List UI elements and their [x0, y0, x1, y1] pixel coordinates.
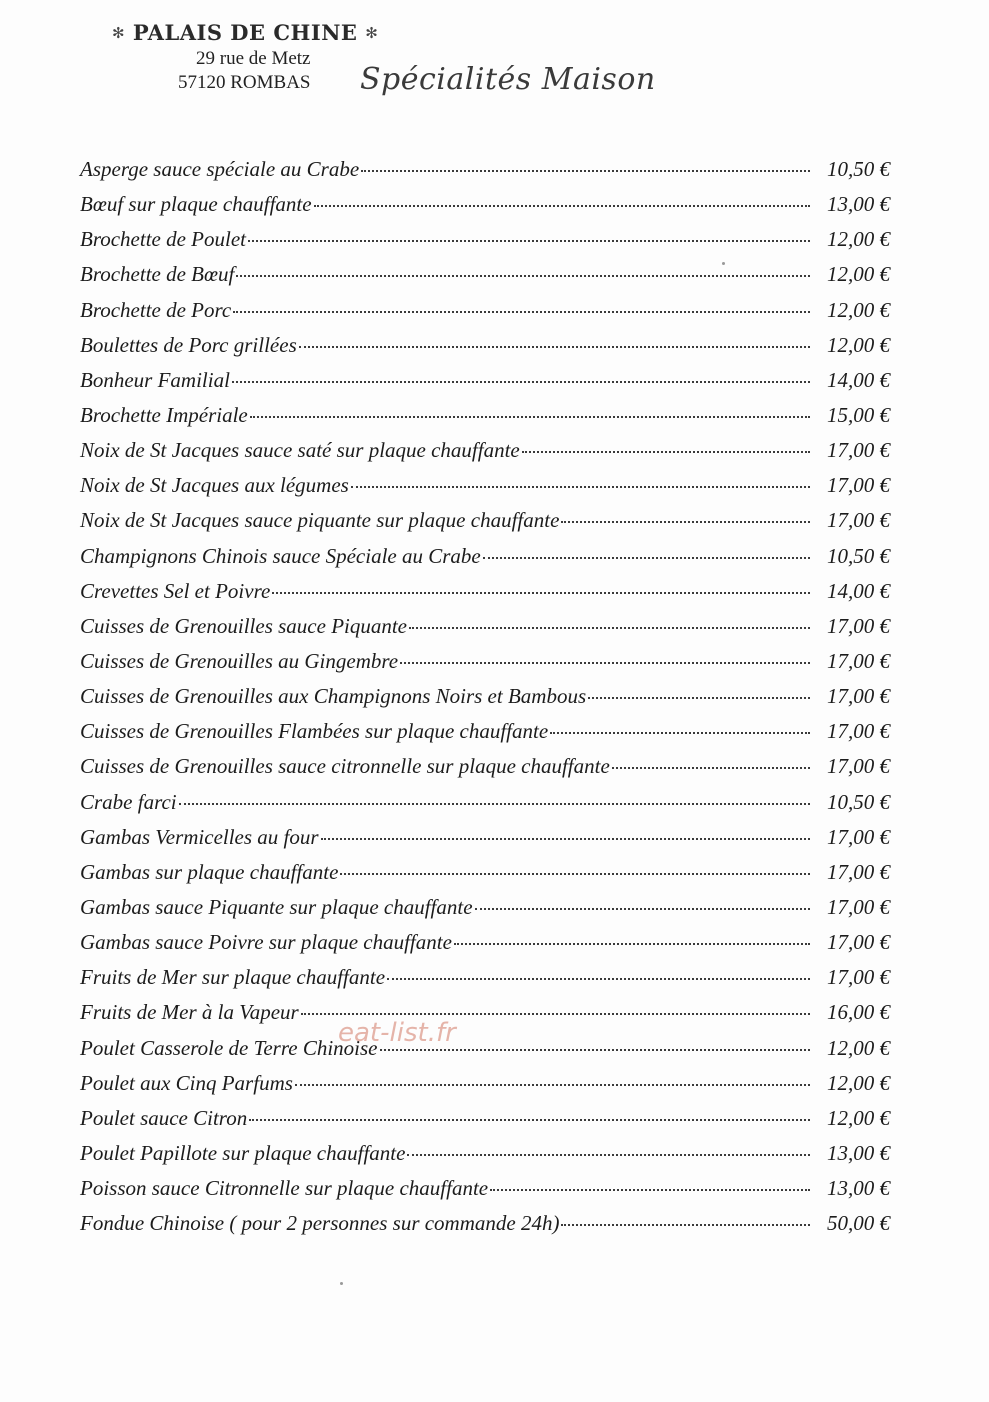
- menu-item: [80, 579, 890, 614]
- menu-item-price: 14,00 €: [827, 578, 890, 603]
- menu-item-price: 17,00 €: [827, 965, 890, 990]
- menu-item: [80, 719, 890, 754]
- menu-item-price: 10,50 €: [827, 157, 890, 181]
- menu-item: [80, 965, 890, 1000]
- menu-item-name: Cuisses de Grenouilles sauce Piquante: [80, 613, 408, 638]
- menu-item: [80, 1036, 890, 1071]
- menu-item-price: 17,00 €: [827, 719, 890, 744]
- menu-item-price: 17,00 €: [827, 648, 890, 673]
- menu-item-price: 13,00 €: [827, 1140, 890, 1165]
- menu-item: [80, 1211, 890, 1246]
- menu-item: [80, 262, 890, 297]
- dotted-leader: [321, 838, 810, 840]
- dotted-leader: [561, 1224, 810, 1226]
- menu-item-price: 17,00 €: [827, 754, 890, 779]
- menu-item-price: 12,00 €: [827, 332, 890, 357]
- menu-item-price: 17,00 €: [827, 684, 890, 709]
- scan-speck: [722, 262, 725, 265]
- dotted-leader: [301, 1013, 810, 1015]
- dotted-leader: [409, 627, 810, 629]
- menu-item-name: Brochette de Poulet: [80, 227, 246, 252]
- dotted-leader: [612, 767, 810, 769]
- menu-item: [80, 192, 890, 227]
- menu-item-name: Fruits de Mer à la Vapeur: [80, 1000, 299, 1025]
- menu-item-name: Noix de St Jacques aux légumes: [80, 473, 349, 498]
- menu-item: [80, 403, 890, 438]
- menu-item-price: 12,00 €: [827, 227, 890, 252]
- restaurant-name-line: [112, 20, 378, 45]
- menu-item: [80, 1000, 890, 1035]
- dotted-leader: [299, 346, 810, 348]
- menu-item-name: Poulet Papillote sur plaque chauffante: [80, 1140, 406, 1165]
- menu-item: [80, 508, 890, 543]
- menu-item-price: 12,00 €: [827, 1105, 890, 1130]
- menu-item-price: 17,00 €: [827, 473, 890, 498]
- dotted-leader: [249, 1119, 810, 1121]
- menu-item: [80, 157, 890, 192]
- menu-item-price: 12,00 €: [827, 262, 890, 287]
- menu-item: [80, 1141, 890, 1176]
- menu-item: [80, 1071, 890, 1106]
- dotted-leader: [232, 381, 810, 383]
- dotted-leader: [250, 416, 810, 418]
- dotted-leader: [361, 170, 810, 172]
- menu-item-name: Cuisses de Grenouilles aux Champignons Noirs et Bambous: [80, 684, 587, 709]
- menu-item: [80, 614, 890, 649]
- dotted-leader: [550, 732, 810, 734]
- menu-item-price: 15,00 €: [827, 402, 890, 427]
- watermark: eat-list.fr: [338, 1018, 456, 1048]
- menu-item-name: Cuisses de Grenouilles au Gingembre: [80, 648, 399, 673]
- dotted-leader: [179, 803, 810, 805]
- menu-item-name: Crabe farci: [80, 789, 177, 814]
- restaurant-name: PALAIS DE CHINE: [132, 20, 358, 45]
- menu-item-price: 10,50 €: [827, 543, 890, 568]
- menu-item-name: Cuisses de Grenouilles Flambées sur plaque chauffante: [80, 719, 549, 744]
- dotted-leader: [380, 1049, 811, 1051]
- dotted-leader: [407, 1154, 810, 1156]
- menu-item: [80, 1176, 890, 1211]
- menu-item-price: 10,50 €: [827, 789, 890, 814]
- dotted-leader: [314, 205, 810, 207]
- menu-item-price: 13,00 €: [827, 192, 890, 217]
- menu-item-name: Champignons Chinois sauce Spéciale au Crabe: [80, 543, 481, 568]
- dotted-leader: [561, 521, 810, 523]
- menu-item-price: 17,00 €: [827, 508, 890, 533]
- menu-item: [80, 1106, 890, 1141]
- dotted-leader: [272, 592, 810, 594]
- menu-item-name: Bonheur Familial: [80, 367, 230, 392]
- dotted-leader: [340, 873, 810, 875]
- dotted-leader: [248, 240, 810, 242]
- menu-item-name: Gambas sauce Poivre sur plaque chauffante: [80, 930, 452, 955]
- menu-item: [80, 825, 890, 860]
- menu-item-name: Poulet aux Cinq Parfums: [80, 1070, 293, 1095]
- menu-item: [80, 860, 890, 895]
- menu-item-name: Crevettes Sel et Poivre: [80, 578, 271, 603]
- menu-item: [80, 473, 890, 508]
- menu-item-name: Poulet sauce Citron: [80, 1105, 248, 1130]
- menu-item: [80, 649, 890, 684]
- menu-item-price: 14,00 €: [827, 367, 890, 392]
- dotted-leader: [490, 1189, 810, 1191]
- menu-item: [80, 227, 890, 262]
- menu-item-price: 17,00 €: [827, 438, 890, 463]
- dotted-leader: [233, 311, 810, 313]
- star-ornament-icon: ✻: [112, 24, 126, 42]
- menu-item-name: Noix de St Jacques sauce saté sur plaque chauffante: [80, 438, 520, 463]
- menu-header: [112, 18, 672, 108]
- menu-item-name: Brochette Impériale: [80, 402, 248, 427]
- dotted-leader: [400, 662, 810, 664]
- menu-item-name: Poulet Casserole de Terre Chinoise: [80, 1035, 378, 1060]
- dotted-leader: [387, 978, 810, 980]
- address-street: 29 rue de Metz: [196, 48, 311, 69]
- menu-item-price: 12,00 €: [827, 1035, 890, 1060]
- menu-item: [80, 368, 890, 403]
- menu-item-name: Gambas sur plaque chauffante: [80, 859, 339, 884]
- star-ornament-icon: ✻: [365, 24, 379, 42]
- menu-item: [80, 333, 890, 368]
- menu-item-name: Cuisses de Grenouilles sauce citronnelle sur plaque chauffante: [80, 754, 610, 779]
- menu-item-name: Gambas Vermicelles au four: [80, 824, 319, 849]
- menu-item-price: 17,00 €: [827, 824, 890, 849]
- dotted-leader: [522, 451, 810, 453]
- scan-speck: [340, 1282, 343, 1285]
- dotted-leader: [475, 908, 810, 910]
- menu-item: [80, 544, 890, 579]
- menu-item: [80, 930, 890, 965]
- dotted-leader: [236, 275, 810, 277]
- dotted-leader: [351, 486, 810, 488]
- menu-item-price: 13,00 €: [827, 1176, 890, 1201]
- dotted-leader: [483, 557, 810, 559]
- menu-item: [80, 895, 890, 930]
- menu-item-price: 17,00 €: [827, 930, 890, 955]
- dotted-leader: [454, 943, 810, 945]
- menu-item-name: Poisson sauce Citronnelle sur plaque chauffante: [80, 1176, 489, 1201]
- menu-item-price: 12,00 €: [827, 1070, 890, 1095]
- menu-item-name: Boulettes de Porc grillées: [80, 332, 297, 357]
- address-city: 57120 ROMBAS: [178, 72, 311, 93]
- dotted-leader: [295, 1084, 810, 1086]
- menu-list: [80, 157, 890, 1246]
- menu-item-name: Brochette de Bœuf: [80, 262, 235, 287]
- menu-item-name: Bœuf sur plaque chauffante: [80, 192, 312, 217]
- menu-item: [80, 438, 890, 473]
- menu-item-name: Fondue Chinoise ( pour 2 personnes sur commande 24h): [80, 1211, 560, 1236]
- menu-item-name: Noix de St Jacques sauce piquante sur plaque chauffante: [80, 508, 560, 533]
- menu-item-price: 17,00 €: [827, 894, 890, 919]
- menu-item-name: Gambas sauce Piquante sur plaque chauffante: [80, 894, 473, 919]
- dotted-leader: [588, 697, 810, 699]
- menu-item-price: 17,00 €: [827, 859, 890, 884]
- menu-item: [80, 298, 890, 333]
- menu-item-price: 50,00 €: [827, 1211, 890, 1236]
- menu-item-price: 12,00 €: [827, 297, 890, 322]
- menu-item-name: Asperge sauce spéciale au Crabe: [80, 157, 360, 181]
- menu-item-name: Brochette de Porc: [80, 297, 232, 322]
- menu-item-price: 17,00 €: [827, 613, 890, 638]
- menu-item: [80, 790, 890, 825]
- menu-item: [80, 684, 890, 719]
- menu-item-name: Fruits de Mer sur plaque chauffante: [80, 965, 386, 990]
- section-title: Spécialités Maison: [360, 62, 656, 97]
- menu-item-price: 16,00 €: [827, 1000, 890, 1025]
- menu-item: [80, 754, 890, 789]
